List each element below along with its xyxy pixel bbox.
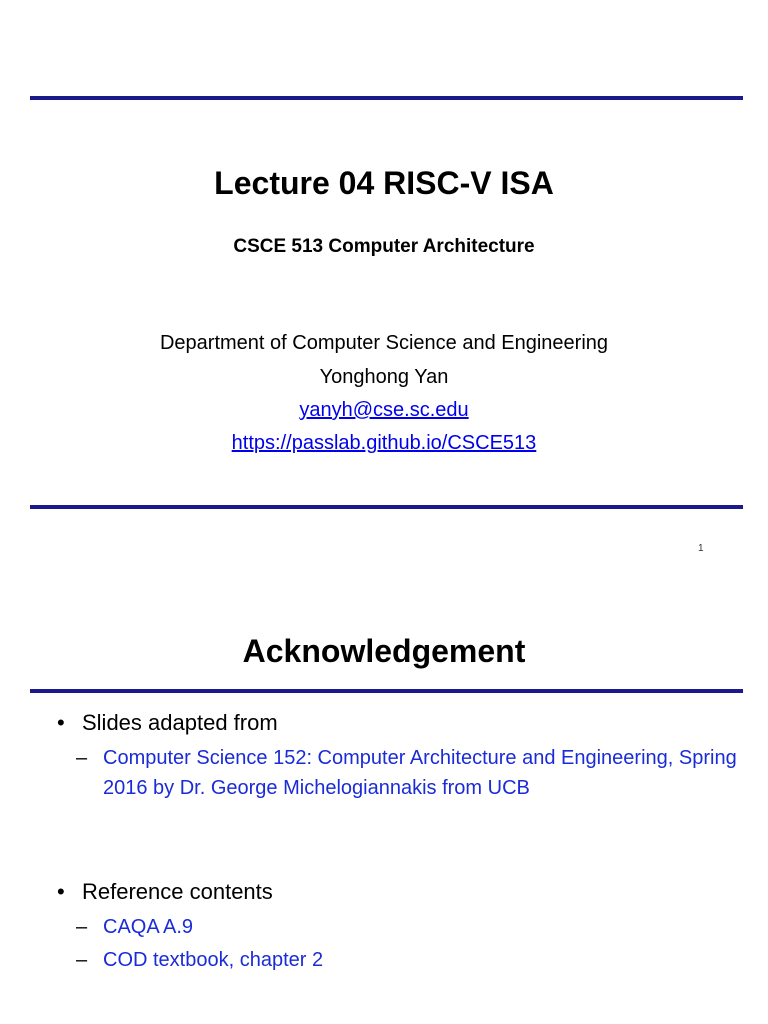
bullet-item — [57, 877, 273, 907]
sub-item-text: Computer Science 152: Computer Architecture and Engineering, Spring 2016 by Dr. George Michelogiannakis from UCB — [103, 747, 737, 799]
email-link[interactable]: yanyh@cse.sc.edu — [299, 399, 469, 421]
course-subtitle: CSCE 513 Computer Architecture — [233, 236, 535, 257]
dash-symbol: – — [76, 747, 88, 769]
top-divider — [30, 96, 743, 100]
email-line — [0, 395, 768, 425]
dash-symbol: – — [76, 916, 88, 938]
dash-symbol: – — [76, 949, 88, 971]
slide-title: Acknowledgement — [242, 633, 526, 669]
bullet-item — [57, 708, 278, 738]
slide-title: Lecture 04 RISC-V ISA — [214, 165, 554, 201]
author-name: Yonghong Yan — [319, 366, 449, 388]
website-link[interactable]: https://passlab.github.io/CSCE513 — [231, 432, 537, 454]
title-divider — [30, 689, 743, 693]
sub-item — [76, 945, 746, 975]
sub-item — [76, 912, 746, 942]
bullet-label: Slides adapted from — [82, 710, 278, 735]
bullet-symbol: • — [57, 710, 65, 735]
website-line — [0, 428, 768, 458]
bottom-divider — [30, 505, 743, 509]
sub-item-text: COD textbook, chapter 2 — [103, 949, 324, 971]
department-text: Department of Computer Science and Engineering — [159, 332, 609, 354]
bullet-symbol: • — [57, 879, 65, 904]
acknowledgement-slide — [0, 576, 768, 1024]
slide-number: 1 — [698, 543, 704, 554]
sub-item — [76, 743, 746, 803]
sub-item-text: CAQA A.9 — [103, 916, 194, 938]
bullet-label: Reference contents — [82, 879, 273, 904]
